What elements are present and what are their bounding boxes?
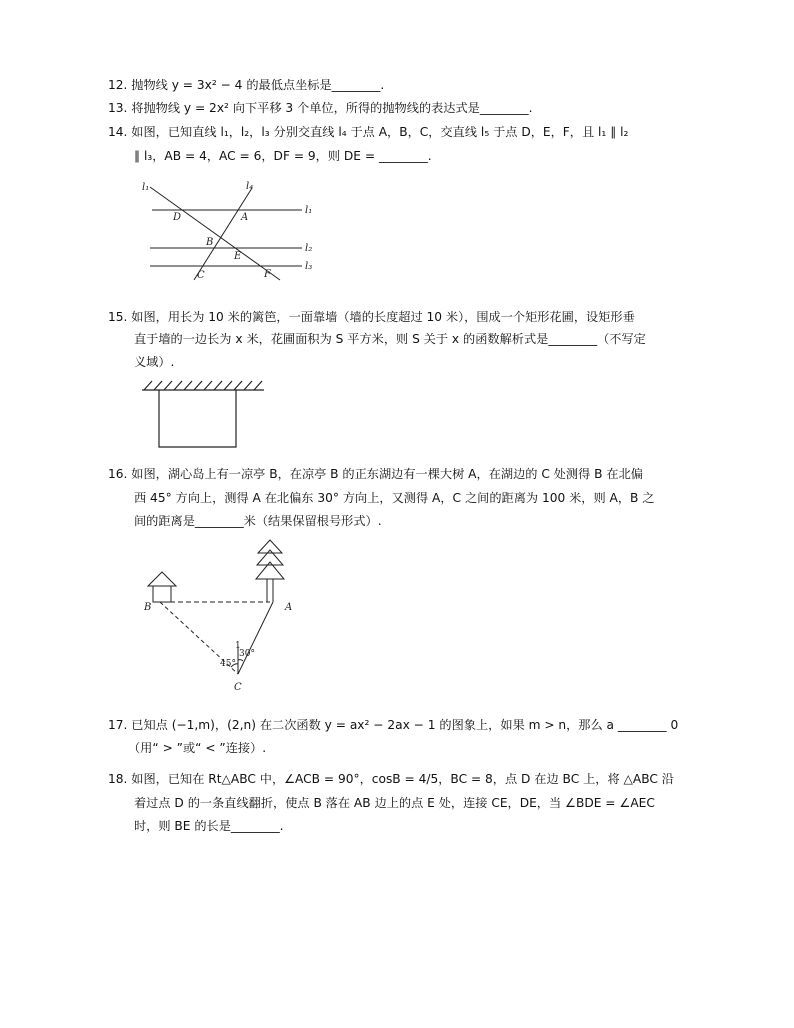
problem-18-text-1: 如图，已知在 Rt△ABC 中，∠ACB = 90°，cosB = 4/5，BC = 8，点 D 在边 BC 上，将 △ABC 沿 bbox=[131, 772, 674, 786]
fig16-pavilion-icon bbox=[148, 572, 176, 602]
problem-16-text-1: 如图，湖心岛上有一凉亭 B，在凉亭 B 的正东湖边有一棵大树 A，在湖边的 C 处测得 B 在北偏 bbox=[131, 467, 643, 481]
fig16-segment-CA bbox=[238, 602, 273, 674]
fig14-label-D: D bbox=[173, 212, 182, 223]
problem-16-text-2: 西 45° 方向上，测得 A 在北偏东 30° 方向上，又测得 A，C 之间的距离为 100 米，则 A，B 之 bbox=[134, 491, 655, 505]
problem-15-line-1 bbox=[108, 309, 635, 325]
problem-17-line-1 bbox=[108, 717, 678, 733]
problem-14-text-2: ∥ l₃，AB = 4，AC = 6，DF = 9，则 DE = ________. bbox=[134, 149, 432, 163]
problem-13-line-1 bbox=[108, 100, 532, 116]
problem-17-text-1: 已知点 (−1,m)，(2,n) 在二次函数 y = ax² − 2ax − 1 的图象上，如果 m > n，那么 a ________ 0 bbox=[131, 718, 679, 732]
problem-14-line-2 bbox=[134, 148, 432, 164]
fig15-wall-hatching bbox=[144, 381, 262, 390]
problem-15-number: 15. bbox=[108, 310, 128, 324]
problem-16-line-3 bbox=[134, 513, 382, 529]
problem-16-line-1 bbox=[108, 466, 643, 482]
problem-15-text-2: 直于墙的一边长为 x 米，花圃面积为 S 平方米，则 S 关于 x 的函数解析式是________（不写定 bbox=[134, 332, 646, 346]
problem-12-number: 12. bbox=[108, 78, 128, 92]
problem-16-text-3: 间的距离是________米（结果保留根号形式）. bbox=[134, 514, 382, 528]
problem-13-text: 将抛物线 y = 2x² 向下平移 3 个单位，所得的抛物线的表达式是________. bbox=[131, 101, 533, 115]
problem-12-text: 抛物线 y = 3x² − 4 的最低点坐标是________. bbox=[131, 78, 385, 92]
problem-18-text-3: 时，则 BE 的长是________. bbox=[134, 819, 284, 833]
fig14-label-E: E bbox=[234, 251, 242, 262]
problem-12-line-1 bbox=[108, 77, 384, 93]
fig14-label-l4-top: l₄ bbox=[246, 181, 254, 192]
problem-18-number: 18. bbox=[108, 772, 128, 786]
fig14-label-B: B bbox=[206, 237, 214, 248]
fig14-label-A: A bbox=[241, 212, 249, 223]
problem-15-line-2 bbox=[134, 331, 646, 347]
problem-13-number: 13. bbox=[108, 101, 128, 115]
problem-18-line-2 bbox=[134, 795, 655, 811]
problem-16-line-2 bbox=[134, 490, 654, 506]
problem-14-line-1 bbox=[108, 124, 628, 140]
fig14-label-C: C bbox=[197, 270, 205, 281]
fig15-fence-rectangle bbox=[159, 390, 236, 447]
problem-17-text-2: （用“ > ”或“ < ”连接）. bbox=[128, 741, 267, 755]
problem-14-text-1: 如图，已知直线 l₁，l₂，l₃ 分别交直线 l₄ 于点 A，B，C，交直线 l₅ 于点 D，E，F，且 l₁ ∥ l₂ bbox=[131, 125, 629, 139]
fig16-label-B: B bbox=[144, 602, 152, 613]
fig14-label-l1-right: l₁ bbox=[305, 205, 313, 216]
fig14-label-l3-right: l₃ bbox=[305, 261, 313, 272]
fig14-label-l2-right: l₂ bbox=[305, 243, 313, 254]
problem-17-line-2 bbox=[128, 740, 266, 756]
figure-16-lake-pavilion bbox=[140, 538, 310, 696]
fig16-label-C: C bbox=[234, 682, 242, 693]
problem-15-text-3: 义域）. bbox=[134, 355, 175, 369]
problem-15-line-3 bbox=[134, 354, 174, 370]
fig16-tree-icon bbox=[256, 540, 284, 602]
fig14-label-l1-left: l₁ bbox=[142, 182, 150, 193]
problem-18-line-3 bbox=[134, 818, 284, 834]
fig16-label-angle45: 45° bbox=[220, 659, 236, 669]
figure-14-parallel-lines bbox=[140, 180, 330, 285]
figure-15-wall-garden bbox=[140, 378, 270, 453]
fig16-label-angle30: 30° bbox=[239, 649, 255, 659]
fig16-angle-arc-30 bbox=[238, 660, 243, 661]
problem-14-number: 14. bbox=[108, 125, 128, 139]
fig16-label-north: 1 bbox=[235, 641, 241, 651]
problem-18-text-2: 着过点 D 的一条直线翻折，使点 B 落在 AB 边上的点 E 处，连接 CE，DE，当 ∠BDE = ∠AEC bbox=[134, 796, 655, 810]
problem-15-text-1: 如图，用长为 10 米的篱笆，一面靠墙（墙的长度超过 10 米），围成一个矩形花圃，设矩形垂 bbox=[131, 310, 635, 324]
fig14-label-F: F bbox=[264, 269, 271, 280]
fig16-label-A: A bbox=[285, 602, 293, 613]
problem-16-number: 16. bbox=[108, 467, 128, 481]
problem-17-number: 17. bbox=[108, 718, 128, 732]
problem-18-line-1 bbox=[108, 771, 674, 787]
